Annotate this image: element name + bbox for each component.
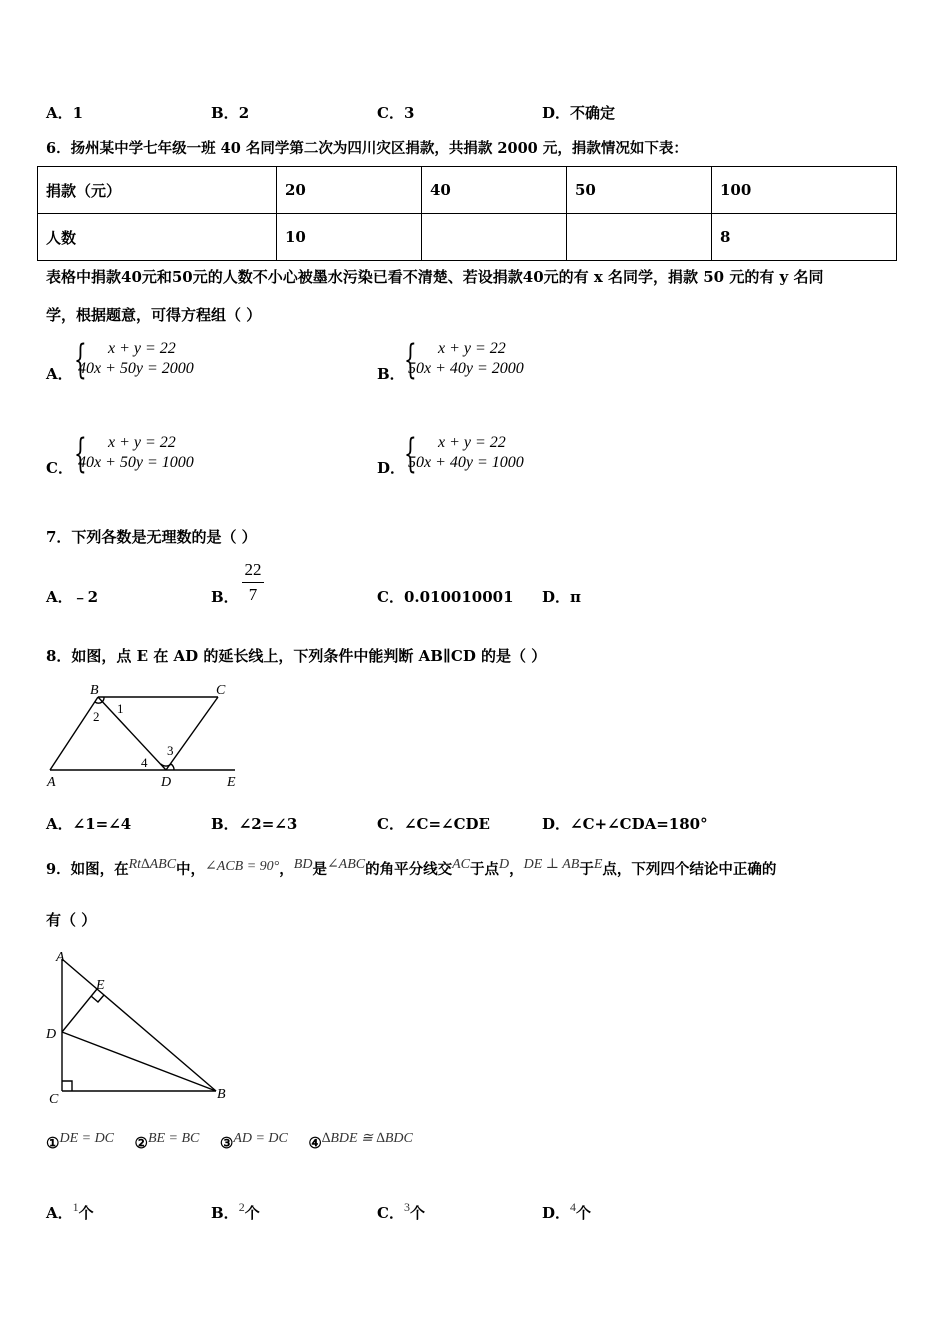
q5-option-c[interactable] bbox=[377, 102, 414, 123]
conclusion-text: DE = DC bbox=[59, 1131, 115, 1146]
option-label: B． bbox=[211, 104, 239, 122]
q5-option-d[interactable] bbox=[542, 102, 615, 123]
equation-1: x + y = 22 bbox=[108, 434, 176, 451]
stem-text: ， bbox=[509, 861, 524, 878]
option-label: B． bbox=[211, 1204, 239, 1222]
segment-de bbox=[62, 989, 97, 1032]
option-label: A． bbox=[46, 1204, 73, 1222]
math-expr: ∠ABC bbox=[326, 857, 366, 872]
equation-1: x + y = 22 bbox=[438, 340, 506, 357]
table-cell: 捐款（元） bbox=[38, 167, 277, 214]
conclusion-mark: ④ bbox=[308, 1134, 322, 1152]
q6-text-line1: 表格中捐款40元和50元的人数不小心被墨水污染已看不清楚、若设捐款40元的有 x 名同学，捐款 50 元的有 y 名同 bbox=[46, 268, 824, 286]
option-number: 1 bbox=[72, 1200, 79, 1214]
equation-2: 40x + 50y = 1000 bbox=[78, 454, 194, 471]
option-number: 3 bbox=[403, 1200, 410, 1214]
conclusion-mark: ① bbox=[46, 1134, 60, 1152]
option-value: 0.010010001 bbox=[403, 588, 514, 606]
option-label: D． bbox=[542, 104, 571, 122]
label-d: D bbox=[161, 775, 172, 790]
table-cell bbox=[422, 214, 567, 261]
left-brace-icon: { bbox=[404, 337, 417, 383]
label-e: E bbox=[96, 978, 105, 993]
table-cell: 100 bbox=[712, 167, 897, 214]
conclusion-text: ∆BDE ≅ ∆BDC bbox=[321, 1131, 413, 1146]
table-cell: 10 bbox=[277, 214, 422, 261]
conclusion-2 bbox=[134, 1131, 200, 1152]
segment-ab bbox=[62, 959, 216, 1091]
option-label: B． bbox=[377, 365, 405, 383]
q8-option-c[interactable] bbox=[377, 813, 490, 834]
equation-1: x + y = 22 bbox=[108, 340, 176, 357]
q7-stem: 7．下列各数是无理数的是（ ） bbox=[46, 528, 257, 546]
q7-option-a[interactable] bbox=[46, 586, 98, 607]
option-value: ﹣2 bbox=[72, 588, 99, 606]
table-row bbox=[38, 167, 897, 214]
conclusion-4 bbox=[308, 1131, 413, 1152]
option-number: 2 bbox=[238, 1200, 245, 1214]
option-value: 不确定 bbox=[570, 104, 616, 122]
label-d: D bbox=[46, 1027, 57, 1042]
option-label: B． bbox=[211, 588, 239, 606]
option-label: A． bbox=[46, 815, 73, 833]
left-brace-icon: { bbox=[74, 337, 87, 383]
option-label: D． bbox=[542, 588, 571, 606]
table-cell: 40 bbox=[422, 167, 567, 214]
left-brace-icon: { bbox=[404, 431, 417, 477]
conclusion-1 bbox=[46, 1131, 115, 1152]
right-angle-c-icon bbox=[62, 1081, 72, 1091]
option-value: π bbox=[570, 588, 581, 606]
label-e: E bbox=[227, 775, 236, 790]
label-a: A bbox=[56, 950, 65, 965]
segment-db bbox=[62, 1032, 216, 1091]
q9-stem-line2: 有（ ） bbox=[46, 911, 97, 929]
option-unit: 个 bbox=[78, 1204, 94, 1222]
option-value: 2 bbox=[238, 104, 250, 122]
option-label: B． bbox=[211, 815, 239, 833]
angle-label-1: 1 bbox=[117, 701, 124, 716]
stem-text: 是 bbox=[312, 861, 327, 878]
stem-text: 于点 bbox=[470, 861, 499, 878]
fraction-numerator: 22 bbox=[244, 560, 262, 579]
option-unit: 个 bbox=[576, 1204, 592, 1222]
equation-2: 50x + 40y = 1000 bbox=[408, 454, 524, 471]
angle-label-3: 3 bbox=[167, 743, 174, 758]
table-row bbox=[38, 214, 897, 261]
option-value: 3 bbox=[403, 104, 415, 122]
angle-3-arc bbox=[171, 764, 174, 770]
math-expr: BD bbox=[293, 857, 313, 872]
conclusion-3 bbox=[219, 1131, 288, 1152]
option-label: D． bbox=[542, 815, 571, 833]
stem-text: 于 bbox=[579, 861, 594, 878]
q8-stem: 8．如图，点 E 在 AD 的延长线上，下列条件中能判断 AB∥CD 的是（ ） bbox=[46, 647, 547, 665]
angle-label-2: 2 bbox=[93, 709, 100, 724]
label-a: A bbox=[47, 775, 56, 790]
q5-option-a[interactable] bbox=[46, 102, 83, 123]
conclusion-text: BE = BC bbox=[147, 1131, 200, 1146]
segment-cd bbox=[166, 697, 218, 770]
stem-text: 中， bbox=[176, 861, 206, 878]
math-expr: ∠ACB = 90° bbox=[205, 859, 280, 874]
stem-text: 9．如图，在 bbox=[46, 861, 129, 878]
option-label: D． bbox=[377, 459, 406, 477]
equation-1: x + y = 22 bbox=[438, 434, 506, 451]
angle-2-arc bbox=[95, 702, 102, 703]
q9-stem bbox=[46, 858, 776, 879]
conclusion-mark: ③ bbox=[219, 1134, 234, 1152]
option-value: ∠C=∠CDE bbox=[403, 815, 490, 833]
donation-table bbox=[37, 166, 897, 261]
q7-option-c[interactable] bbox=[377, 586, 514, 607]
label-b: B bbox=[217, 1087, 226, 1102]
option-value: ∠1=∠4 bbox=[72, 815, 132, 833]
option-value: ∠C+∠CDA=180° bbox=[570, 815, 708, 833]
option-label: A． bbox=[46, 104, 73, 122]
table-cell: 8 bbox=[712, 214, 897, 261]
q9-option-a[interactable] bbox=[46, 1202, 94, 1223]
fraction-denominator: 7 bbox=[248, 585, 258, 604]
q5-option-b[interactable] bbox=[211, 102, 249, 123]
q8-option-d[interactable] bbox=[542, 813, 708, 834]
q9-right-triangle-figure bbox=[40, 945, 240, 1110]
math-expr: D bbox=[499, 857, 510, 872]
angle-label-4: 4 bbox=[141, 755, 148, 770]
stem-text: ， bbox=[279, 861, 294, 878]
option-label: C． bbox=[377, 815, 404, 833]
fraction-bar bbox=[242, 582, 264, 583]
table-cell bbox=[567, 214, 712, 261]
table-cell: 50 bbox=[567, 167, 712, 214]
math-expr: Rt∆ABC bbox=[128, 857, 177, 872]
math-expr: AC bbox=[452, 857, 470, 872]
stem-text: 点，下列四个结论中正确的 bbox=[602, 861, 777, 878]
equation-2: 40x + 50y = 2000 bbox=[78, 360, 194, 377]
label-c: C bbox=[216, 683, 226, 698]
option-label: C． bbox=[377, 104, 404, 122]
q7-option-d[interactable] bbox=[542, 586, 581, 607]
q9-option-b[interactable] bbox=[211, 1202, 260, 1223]
label-c: C bbox=[49, 1092, 59, 1107]
stem-text: 的角平分线交 bbox=[365, 861, 453, 878]
option-unit: 个 bbox=[244, 1204, 260, 1222]
option-value: 1 bbox=[72, 104, 84, 122]
math-expr: DE ⊥ AB bbox=[523, 857, 580, 872]
segment-ba bbox=[50, 697, 98, 770]
label-b: B bbox=[90, 683, 99, 698]
q8-parallelogram-figure bbox=[40, 680, 250, 795]
segment-bd bbox=[98, 697, 166, 770]
math-expr: E bbox=[593, 857, 603, 872]
option-label: C． bbox=[46, 459, 73, 477]
equation-2: 50x + 40y = 2000 bbox=[408, 360, 524, 377]
option-label: C． bbox=[377, 588, 404, 606]
q9-option-c[interactable] bbox=[377, 1202, 425, 1223]
option-value: ∠2=∠3 bbox=[238, 815, 298, 833]
q8-option-b[interactable] bbox=[211, 813, 297, 834]
option-label: A． bbox=[46, 365, 73, 383]
angle-1-arc bbox=[102, 697, 104, 702]
option-number: 4 bbox=[570, 1200, 577, 1214]
q6-text-line2: 学，根据题意，可得方程组（ ） bbox=[46, 306, 262, 324]
q6-stem: 6．扬州某中学七年级一班 40 名同学第二次为四川灾区捐款，共捐款 2000 元，捐款情况如下表： bbox=[46, 140, 688, 157]
right-angle-e-icon bbox=[91, 995, 104, 1002]
fraction bbox=[242, 560, 264, 605]
q8-option-a[interactable] bbox=[46, 813, 131, 834]
option-label: A． bbox=[46, 588, 73, 606]
table-cell: 人数 bbox=[38, 214, 277, 261]
option-label: D． bbox=[542, 1204, 571, 1222]
q9-option-d[interactable] bbox=[542, 1202, 591, 1223]
table-cell: 20 bbox=[277, 167, 422, 214]
q9-conclusions bbox=[46, 1131, 413, 1153]
conclusion-text: AD = DC bbox=[233, 1131, 288, 1146]
option-unit: 个 bbox=[409, 1204, 425, 1222]
option-label: C． bbox=[377, 1204, 404, 1222]
left-brace-icon: { bbox=[74, 431, 87, 477]
conclusion-mark: ② bbox=[134, 1134, 148, 1152]
